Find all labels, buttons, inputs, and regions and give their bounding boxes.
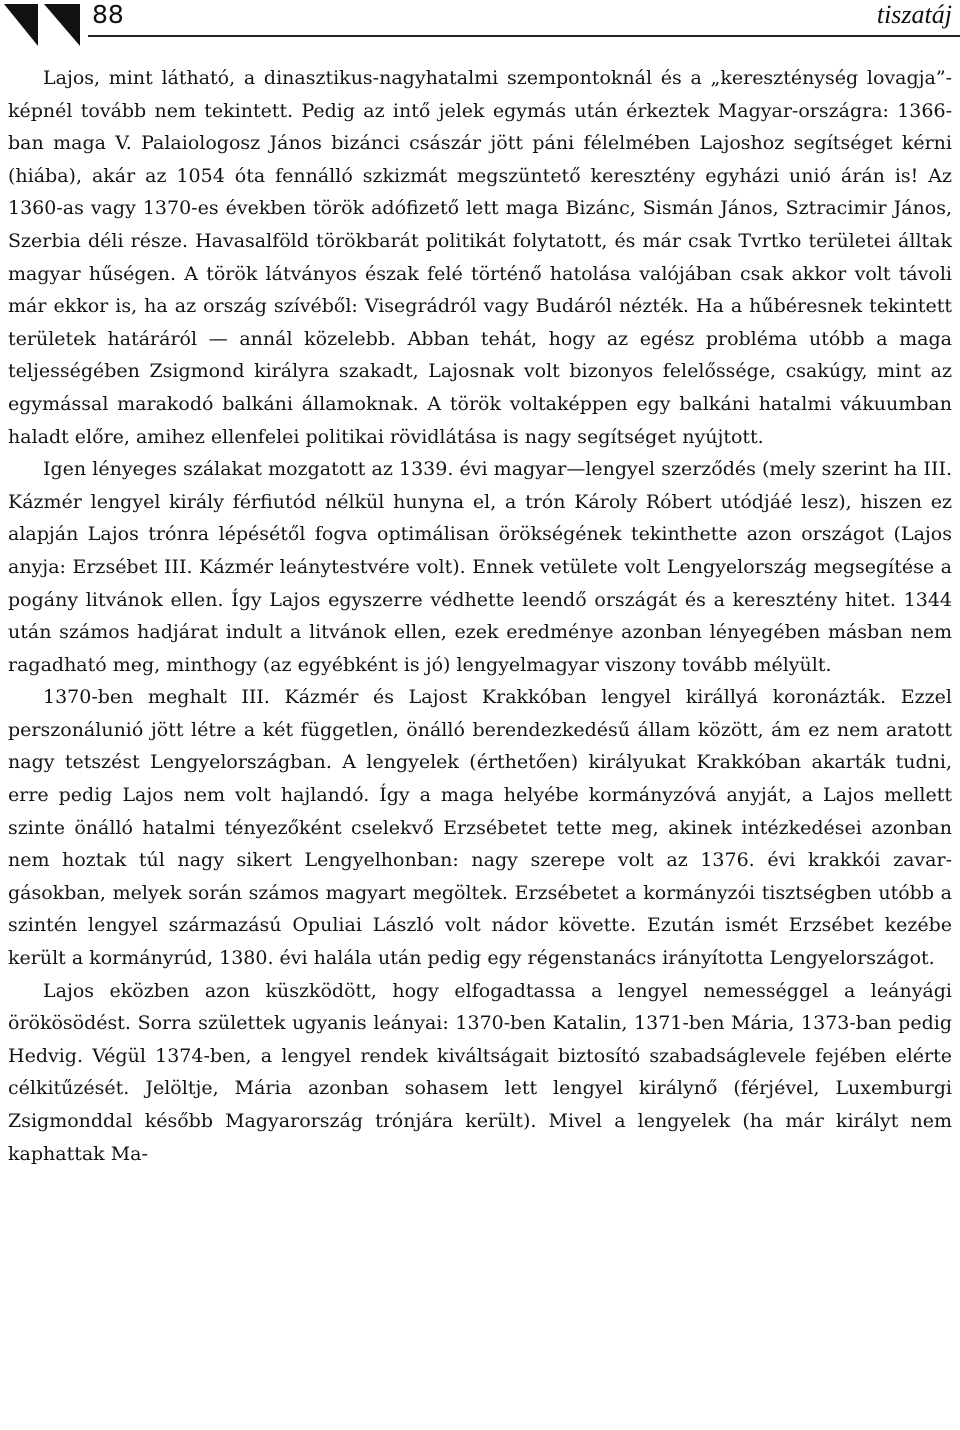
paragraph: 1370-ben meghalt III. Kázmér és Lajost Krakkóban lengyel királlyá koronázták. Ezzel perszonálunió jött létre a két független, önálló berendezkedésű állam között, ám ez nem aratott nagy tetszést Lengyelországban. A lengyelek (érthetően) királyukat Krakkóban akarták tudni, erre pedig Lajos nem volt hajlandó. Így a maga helyébe kormányzóvá anyját, a Lajos mellett szinte önálló hatalmi tényezőként cselekvő Erzsébetet tette meg, akinek intézkedései azonban nem hoztak túl nagy sikert Lengyelhonban: nagy szerepe volt az 1376. évi krakkói zavargásokban, melyek során számos magyart megöltek. Erzsébetet a kormányzói tisztségben utóbb a szintén lengyel származású Opuliai László volt nádor követte. Ezután ismét Erzsébet kezébe került a kormányrúd, 1380. évi halála után pedig egy régenstanács irányította Lengyelországot.	[8, 686, 952, 970]
body-text	[8, 62, 952, 1170]
running-title: tiszatáj	[876, 0, 952, 29]
page-header	[0, 0, 960, 46]
paragraph: Igen lényeges szálakat mozgatott az 1339. évi magyar—lengyel szerződés (mely szerint ha III. Kázmér lengyel király férfiutód nélkül hunyna el, a trón Károly Róbert utódjáé lesz), hiszen ez alapján Lajos trónra lépésétől fogva optimálisan örökségének tekinthette azon országot (Lajos anyja: Erzsébet III. Kázmér leánytestvére volt). Ennek vetülete volt Lengyelország megsegítése a pogány litvánok ellen. Így Lajos egyszerre védhette leendő országát és a keresztény hitet. 1344 után számos hadjárat indult a litvánok ellen, ezek eredménye azonban lényegében másban nem ragadható meg, minthogy (az egyébként is jó) lengyelmagyar viszony tovább mélyült.	[8, 458, 952, 676]
paragraph: Lajos eközben azon küszködött, hogy elfogadtassa a lengyel nemességgel a leányági örökösödést. Sorra születtek ugyanis leányai: 1370-ben Katalin, 1371-ben Mária, 1373-ban pedig Hedvig. Végül 1374-ben, a lengyel rendek kiváltságait biztosító szabadságlevele fejében elérte célkitűzését. Jelöltje, Mária azonban sohasem lett lengyel királynő (férjével, Luxemburgi Zsigmonddal később Magyarország trónjára került). Mivel a lengyelek (ha már királyt nem kaphattak Ma-	[8, 979, 952, 1165]
double-triangle-ornament-icon	[4, 4, 80, 46]
paragraph: Lajos, mint látható, a dinasztikus-nagyhatalmi szempontoknál és a „kereszténység lovagja”-képnél tovább nem tekintett. Pedig az intő jelek egymás után érkeztek Magyar-országra: 1366-ban maga V. Palaiologosz János bizánci császár jött páni félelmében Lajoshoz segítséget kérni (hiába), akár az 1054 óta fennálló szkizmát megszüntető keresztény egyházi unió árán is! Az 1360-as vagy 1370-es években török adófizető lett maga Bizánc, Sismán János, Sztracimir János, Szerbia déli része. Havasalföld törökbarát politikát folytatott, és már csak Tvrtko területei álltak magyar hűségen. A török látványos észak felé történő hatolása valójában csak akkor volt távoli már ekkor is, ha az ország szívéből: Visegrádról vagy Budáról nézték. Ha a hűbéresnek tekintett területek határáról — annál közelebb. Abban tehát, hogy az egész probléma utóbb a maga teljességében Zsigmond királyra szakadt, Lajosnak volt bizonyos felelőssége, csakúgy, mint az egymással marakodó balkáni államoknak. A török voltaképpen egy balkáni hatalmi vákuumban haladt előre, amihez ellenfelei politikai rövidlátása is nagy segítséget nyújtott.	[8, 67, 952, 448]
page-number: 88	[92, 0, 124, 29]
header-rule	[88, 35, 960, 37]
